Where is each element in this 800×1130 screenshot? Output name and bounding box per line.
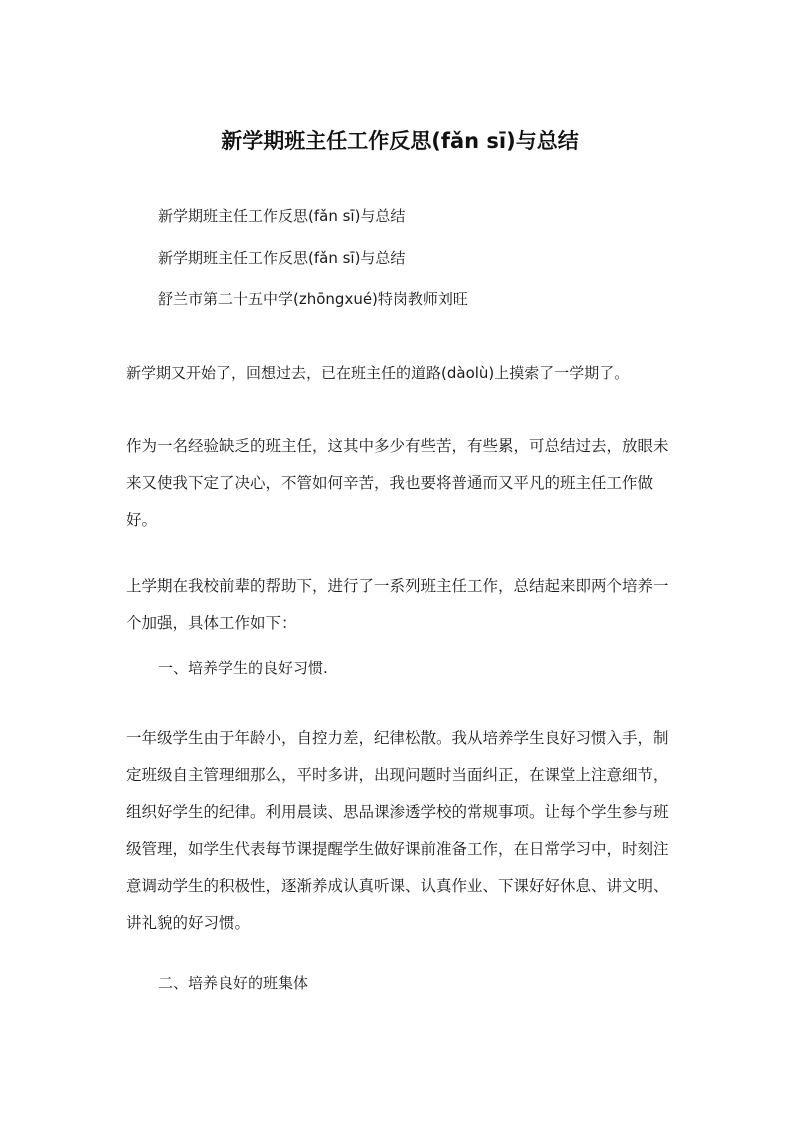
author-line: 舒兰市第二十五中学(zhōngxué)特岗教师刘旺 [158,290,468,308]
section-heading-1: 一、培养学生的良好习惯. [158,659,328,677]
section-heading-2: 二、培养良好的班集体 [158,974,309,992]
overview-paragraph: 上学期在我校前辈的帮助下，进行了一系列班主任工作，总结起来即两个培养一个加强，具体工作如下： [126,577,669,632]
document-title: 新学期班主任工作反思(fǎn sī)与总结 [221,129,579,153]
intro-paragraph: 新学期又开始了，回想过去，已在班主任的道路(dàolù)上摸索了一学期了。 [126,364,630,382]
subtitle-line-2: 新学期班主任工作反思(fǎn sī)与总结 [158,249,406,267]
section-1-body: 一年级学生由于年龄小，自控力差，纪律松散。我从培养学生良好习惯入手，制定班级自主管理细那么，平时多讲，出现问题时当面纠正，在课堂上注意细节，组织好学生的纪律。利用晨读、思品课渗透学校的常规事项。让每个学生参与班级管理，如学生代表每节课提醒学生做好课前准备工作，在日常学习中，时刻注意调动学生的积极性，逐渐养成认真听课、认真作业、下课好好休息、讲文明、讲礼貌的好习惯。 [126,729,669,932]
reflection-paragraph: 作为一名经验缺乏的班主任，这其中多少有些苦，有些累，可总结过去，放眼未来又使我下定了决心，不管如何辛苦，我也要将普通而又平凡的班主任工作做好。 [126,437,669,529]
subtitle-line-1: 新学期班主任工作反思(fǎn sī)与总结 [158,207,406,225]
